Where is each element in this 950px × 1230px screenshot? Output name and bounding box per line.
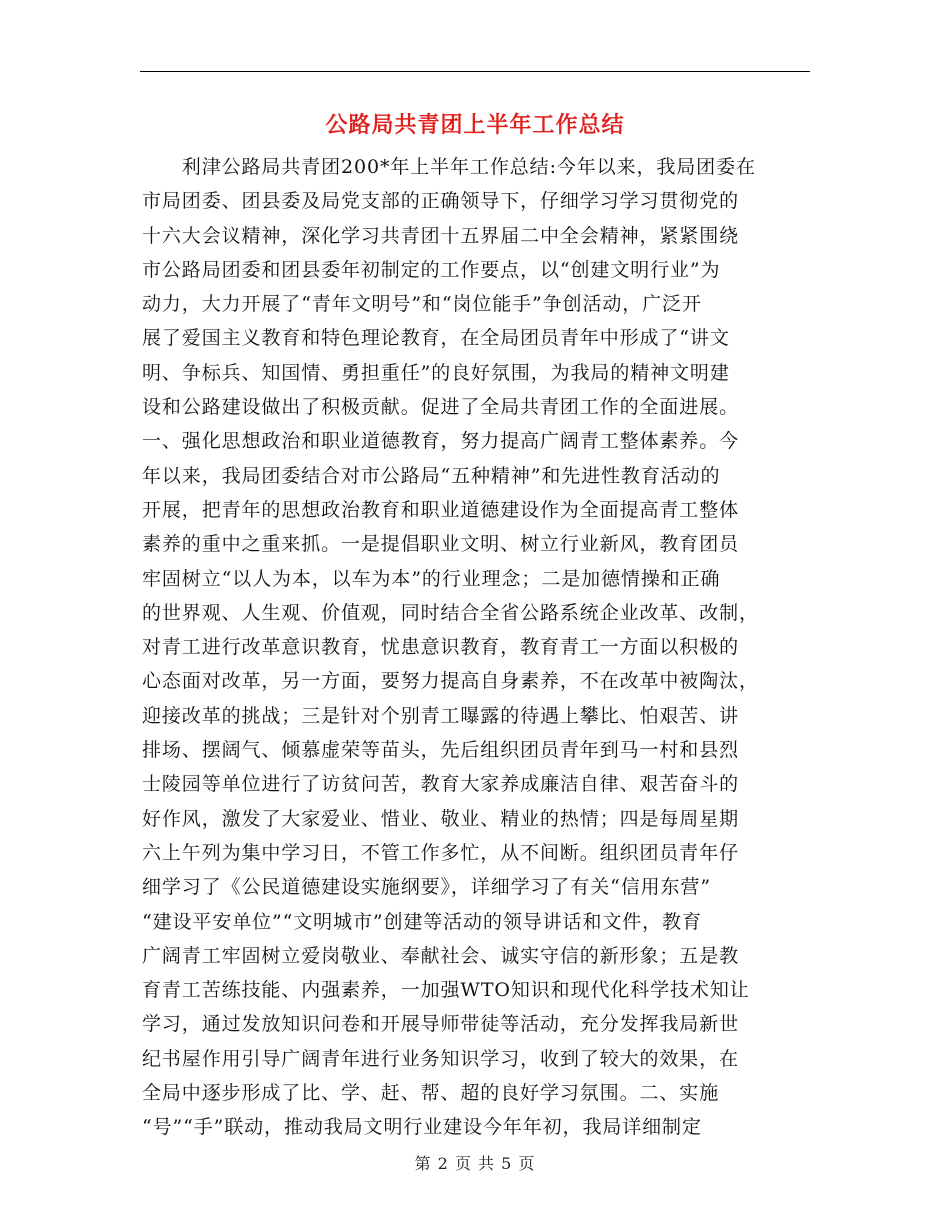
body-line: 全局中逐步形成了比、学、赶、帮、超的良好学习氛围。二、实施 xyxy=(142,1082,720,1105)
body-line: 设和公路建设做出了积极贡献。促进了全局共青团工作的全面进展。 xyxy=(142,396,740,419)
document-title: 公路局共青团上半年工作总结 xyxy=(325,113,625,138)
document-body xyxy=(142,150,812,1145)
body-line: 六上午列为集中学习日，不管工作多忙，从不间断。组织团员青年仔 xyxy=(142,841,740,864)
body-line: 动力，大力开展了“青年文明号”和“岗位能手”争创活动，广泛开 xyxy=(142,293,702,316)
body-line: 明、争标兵、知国情、勇担重任”的良好氛围，为我局的精神文明建 xyxy=(142,361,730,384)
body-line: 排场、摆阔气、倾慕虚荣等苗头，先后组织团员青年到马一村和县烈 xyxy=(142,739,740,762)
body-line: 牢固树立“以人为本，以车为本”的行业理念；二是加德情操和正确 xyxy=(142,567,721,590)
body-line: 迎接改革的挑战；三是针对个别青工曝露的待遇上攀比、怕艰苦、讲 xyxy=(142,704,740,727)
body-line: 市公路局团委和团县委年初制定的工作要点，以“创建文明行业”为 xyxy=(142,258,721,281)
body-line: 对青工进行改革意识教育，忧患意识教育，教育青工一方面以积极的 xyxy=(142,636,740,659)
page-number: 第 2 页 共 5 页 xyxy=(414,1154,536,1173)
body-line: 的世界观、人生观、价值观，同时结合全省公路系统企业改革、改制， xyxy=(142,601,759,624)
body-line: 细学习了《公民道德建设实施纲要》，详细学习了有关“信用东营” xyxy=(142,876,711,899)
body-line: 心态面对改革，另一方面，要努力提高自身素养，不在改革中被陶汰， xyxy=(142,670,759,693)
body-line: 广阔青工牢固树立爱岗敬业、奉献社会、诚实守信的新形象；五是教 xyxy=(142,944,740,967)
body-line: “建设平安单位”“文明城市”创建等活动的领导讲话和文件，教育 xyxy=(142,910,702,933)
body-line: 一、强化思想政治和职业道德教育，努力提高广阔青工整体素养。今 xyxy=(142,430,740,453)
body-line: 十六大会议精神，深化学习共青团十五界届二中全会精神，紧紧围绕 xyxy=(142,224,740,247)
body-line: 市局团委、团县委及局党支部的正确领导下，仔细学习学习贯彻党的 xyxy=(142,190,740,213)
body-line: 纪书屋作用引导广阔青年进行业务知识学习，收到了较大的效果，在 xyxy=(142,1047,740,1070)
body-line: 展了爱国主义教育和特色理论教育，在全局团员青年中形成了“讲文 xyxy=(142,327,730,350)
body-line: 年以来，我局团委结合对市公路局“五种精神”和先进性教育活动的 xyxy=(142,464,721,487)
body-line: 育青工苦练技能、内强素养，一加强WTO知识和现代化科学技术知让 xyxy=(142,979,750,1002)
body-line: “号”“手”联动，推动我局文明行业建设今年年初，我局详细制定 xyxy=(142,1116,702,1139)
body-line: 士陵园等单位进行了访贫问苦，教育大家养成廉洁自律、艰苦奋斗的 xyxy=(142,773,740,796)
body-line: 利津公路局共青团200*年上半年工作总结:今年以来，我局团委在 xyxy=(142,156,756,178)
body-line: 开展，把青年的思想政治教育和职业道德建设作为全面提高青工整体 xyxy=(142,498,740,521)
body-line: 好作风，激发了大家爱业、惜业、敬业、精业的热情；四是每周星期 xyxy=(142,807,740,830)
body-line: 素养的重中之重来抓。一是提倡职业文明、树立行业新风，教育团员 xyxy=(142,533,740,556)
body-line: 学习，通过发放知识问卷和开展导师带徒等活动，充分发挥我局新世 xyxy=(142,1013,740,1036)
header-rule xyxy=(140,71,810,72)
